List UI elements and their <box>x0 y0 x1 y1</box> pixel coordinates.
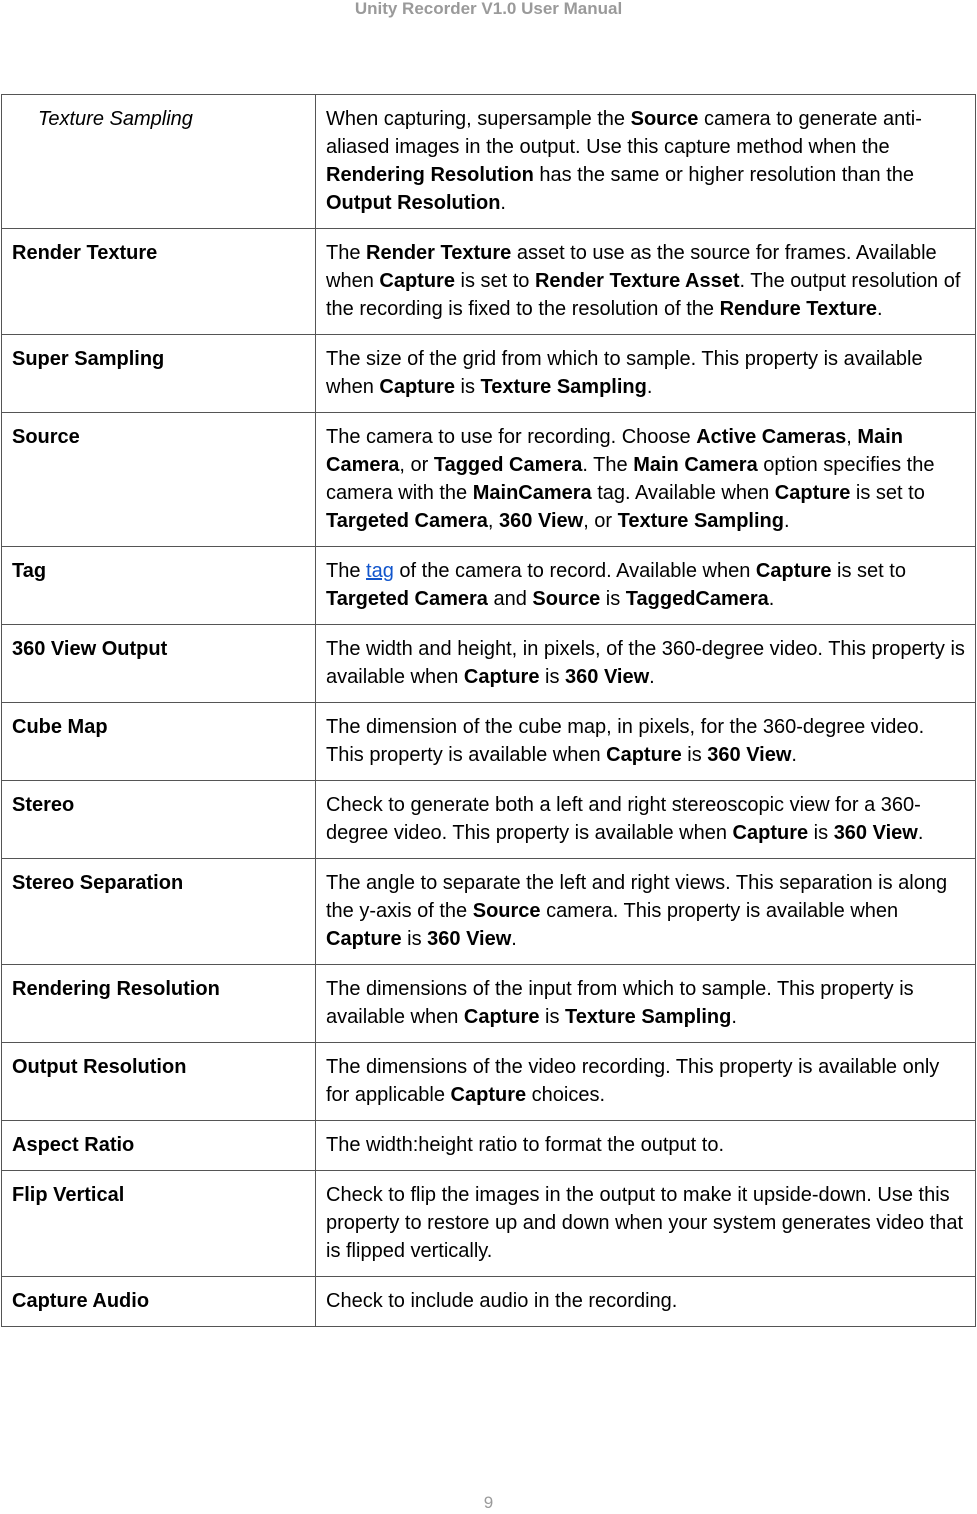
page-number: 9 <box>483 1493 494 1512</box>
property-name: Output Resolution <box>2 1043 316 1121</box>
property-name: Capture Audio <box>2 1277 316 1327</box>
property-name: Super Sampling <box>2 335 316 413</box>
page-header: Unity Recorder V1.0 User Manual <box>354 0 623 18</box>
property-description: The dimensions of the input from which to sample. This property is available when Capture is Texture Sampling. <box>316 965 976 1043</box>
property-description: When capturing, supersample the Source camera to generate anti-aliased images in the output. Use this capture method when the Rendering Resolution has the same or higher resolution than the Output Resolution. <box>316 95 976 229</box>
table-row <box>2 95 976 229</box>
property-name: Aspect Ratio <box>2 1121 316 1171</box>
table-row <box>2 413 976 547</box>
property-name: Tag <box>2 547 316 625</box>
property-name: Rendering Resolution <box>2 965 316 1043</box>
property-description: The dimension of the cube map, in pixels, for the 360-degree video. This property is available when Capture is 360 View. <box>316 703 976 781</box>
property-name: Stereo <box>2 781 316 859</box>
property-description: Check to include audio in the recording. <box>316 1277 976 1327</box>
property-name: Source <box>2 413 316 547</box>
table-row <box>2 335 976 413</box>
table-row <box>2 229 976 335</box>
property-name: Stereo Separation <box>2 859 316 965</box>
property-name: Flip Vertical <box>2 1171 316 1277</box>
table-row <box>2 625 976 703</box>
table-row <box>2 1277 976 1327</box>
property-description: The width:height ratio to format the output to. <box>316 1121 976 1171</box>
property-name: 360 View Output <box>2 625 316 703</box>
table-row <box>2 703 976 781</box>
table-row <box>2 547 976 625</box>
table-row <box>2 1121 976 1171</box>
table-row <box>2 965 976 1043</box>
property-description: The width and height, in pixels, of the 360-degree video. This property is available when Capture is 360 View. <box>316 625 976 703</box>
property-description: The size of the grid from which to sample. This property is available when Capture is Texture Sampling. <box>316 335 976 413</box>
property-description: Check to flip the images in the output to make it upside-down. Use this property to restore up and down when your system generates video that is flipped vertically. <box>316 1171 976 1277</box>
property-name: Cube Map <box>2 703 316 781</box>
property-description: Check to generate both a left and right stereoscopic view for a 360-degree video. This property is available when Capture is 360 View. <box>316 781 976 859</box>
tag-link[interactable]: tag <box>366 560 394 582</box>
property-description: The tag of the camera to record. Available when Capture is set to Targeted Camera and Source is TaggedCamera. <box>316 547 976 625</box>
table-row <box>2 1171 976 1277</box>
property-description: The angle to separate the left and right views. This separation is along the y-axis of the Source camera. This property is available when Capture is 360 View. <box>316 859 976 965</box>
table-row <box>2 781 976 859</box>
table-row <box>2 1043 976 1121</box>
table-row <box>2 859 976 965</box>
property-description: The Render Texture asset to use as the source for frames. Available when Capture is set to Render Texture Asset. The output resolution of the recording is fixed to the resolution of the Rendure Texture. <box>316 229 976 335</box>
property-description: The camera to use for recording. Choose Active Cameras, Main Camera, or Tagged Camera. The Main Camera option specifies the camera with the MainCamera tag. Available when Capture is set to Targeted Camera, 360 View, or Texture Sampling. <box>316 413 976 547</box>
property-name: Render Texture <box>2 229 316 335</box>
property-name: Texture Sampling <box>2 95 316 229</box>
property-description: The dimensions of the video recording. This property is available only for applicable Capture choices. <box>316 1043 976 1121</box>
properties-table <box>1 94 976 1327</box>
